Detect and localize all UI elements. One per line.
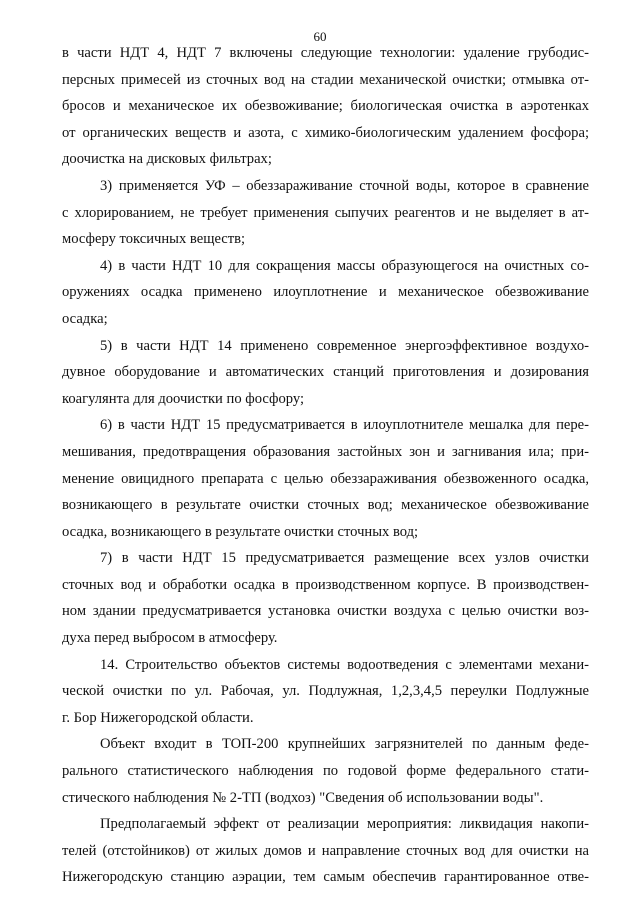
text-line: мосферу токсичных веществ;	[62, 231, 246, 248]
paragraph	[62, 545, 589, 651]
paragraph	[62, 731, 589, 811]
text-line: г. Бор Нижегородской области.	[62, 709, 254, 726]
text-line: ческой очистки по ул. Рабочая, ул. Подлужная, 1,2,3,4,5 переулки Подлужные	[62, 683, 589, 700]
text-line: 14. Строительство объектов системы водоотведения с элементами механи-	[100, 656, 589, 673]
paragraph	[62, 652, 589, 732]
paragraph	[62, 253, 589, 333]
text-line: 7) в части НДТ 15 предусматривается размещение всех узлов очистки	[100, 550, 589, 567]
text-line: мешивания, предотвращения образования застойных зон и загнивания ила; при-	[62, 443, 589, 460]
text-line: коагулянта для доочистки по фосфору;	[62, 390, 305, 407]
document-body	[62, 40, 589, 891]
text-line: менение овицидного препарата с целью обеззараживания обезвоженного осадка,	[62, 470, 589, 487]
text-line: от органических веществ и азота, с химико-биологическим удалением фосфора;	[62, 124, 589, 141]
text-line: сточных вод и обработки осадка в производственном корпусе. В производствен-	[62, 576, 589, 593]
text-line: 4) в части НДТ 10 для сокращения массы образующегося на очистных со-	[100, 257, 589, 274]
text-line: духа перед выбросом в атмосферу.	[62, 630, 278, 647]
paragraph	[62, 333, 589, 413]
paragraph	[62, 40, 589, 173]
text-line: в части НДТ 4, НДТ 7 включены следующие технологии: удаление грубодис-	[62, 45, 589, 61]
text-line: с хлорированием, не требует применения сыпучих реагентов и не выделяет в ат-	[62, 204, 589, 221]
text-line: доочистка на дисковых фильтрах;	[62, 151, 272, 168]
text-line: ном здании предусматривается установка очистки воздуха с целью очистки воз-	[62, 603, 589, 620]
text-line: бросов и механическое их обезвоживание; биологическая очистка в аэротенках	[62, 98, 589, 115]
text-line: Объект входит в ТОП-200 крупнейших загрязнителей по данным феде-	[100, 736, 589, 753]
text-line: телей (отстойников) от жилых домов и направление сточных вод для очистки на	[62, 842, 589, 859]
text-line: дувное оборудование и автоматических станций приготовления и дозирования	[62, 364, 589, 381]
text-line: 3) применяется УФ – обеззараживание сточной воды, которое в сравнение	[100, 177, 589, 194]
text-line: осадка;	[62, 310, 108, 327]
paragraph	[62, 173, 589, 253]
paragraph	[62, 811, 589, 891]
text-line: 6) в части НДТ 15 предусматривается в илоуплотнителе мешалка для пере-	[100, 417, 589, 434]
text-line: оружениях осадка применено илоуплотнение и механическое обезвоживание	[62, 284, 589, 301]
text-line: осадка, возникающего в результате очистки сточных вод;	[62, 523, 419, 540]
text-line: Нижегородскую станцию аэрации, тем самым обеспечив гарантированное отве-	[62, 869, 589, 886]
text-line: возникающего в результате очистки сточных вод; механическое обезвоживание	[62, 497, 589, 514]
paragraph	[62, 412, 589, 545]
text-line: 5) в части НДТ 14 применено современное энергоэффективное воздухо-	[100, 337, 589, 354]
text-line: рального статистического наблюдения по годовой форме федерального стати-	[62, 763, 589, 780]
text-line: персных примесей из сточных вод на стадии механической очистки; отмывка от-	[62, 71, 589, 88]
page-number: 60	[313, 29, 327, 44]
text-line: стического наблюдения № 2-ТП (водхоз) "Сведения об использовании воды".	[62, 789, 544, 806]
text-line: Предполагаемый эффект от реализации мероприятия: ликвидация накопи-	[100, 816, 589, 833]
